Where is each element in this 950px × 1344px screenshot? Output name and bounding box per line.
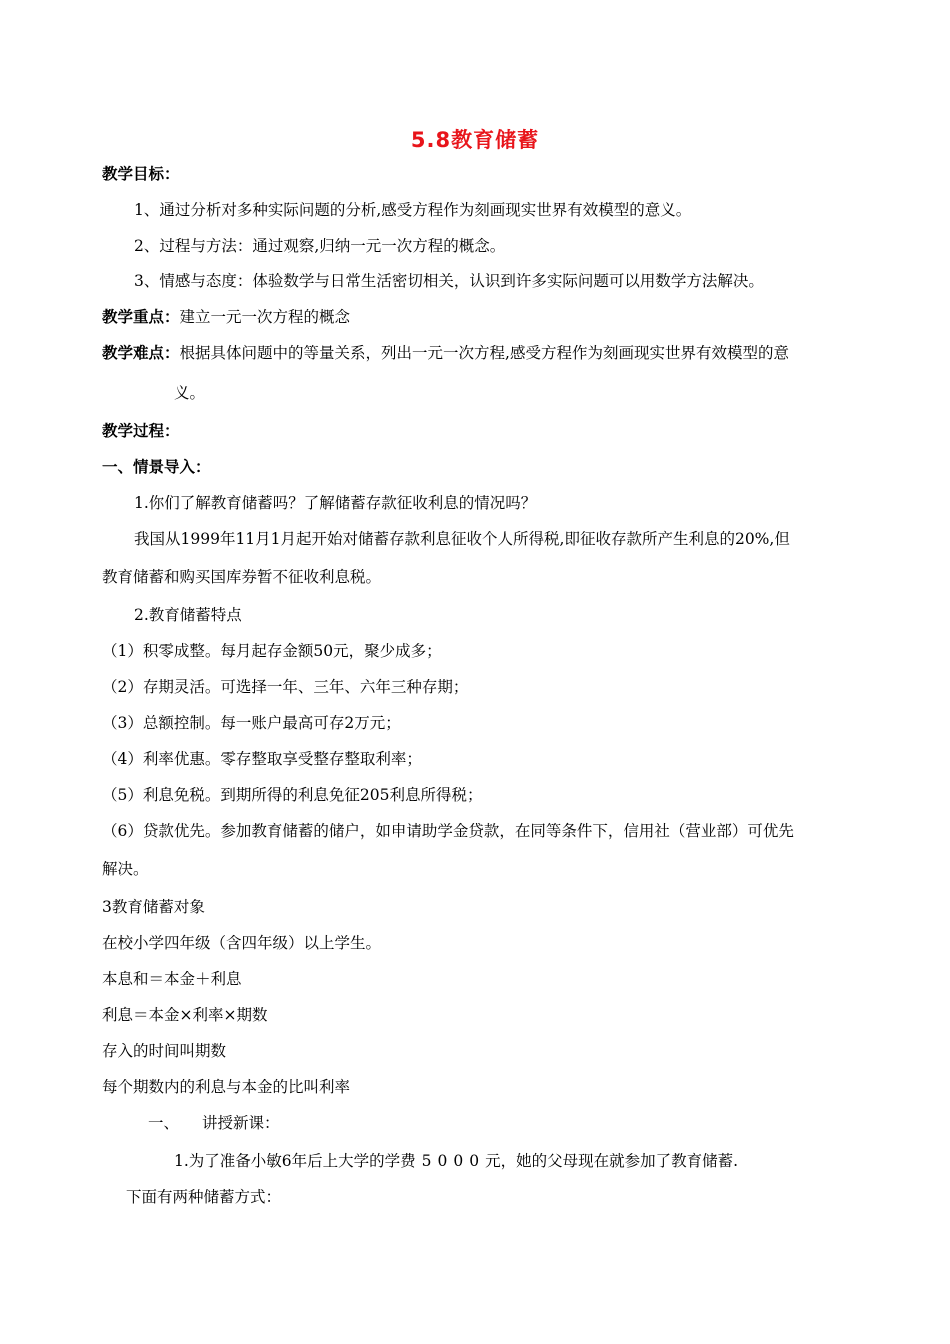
- feature-item-6-cont: 解决。: [102, 860, 149, 878]
- feature-item-4: （4）利率优惠。零存整取享受整存整取利率；: [102, 750, 422, 768]
- definition-rate: 每个期数内的利息与本金的比叫利率: [102, 1078, 351, 1096]
- objective-item-1: 1、通过分析对多种实际问题的分析,感受方程作为刻画现实世界有效模型的意义。: [134, 201, 692, 219]
- difficulty: [102, 342, 789, 364]
- definition-period: 存入的时间叫期数: [102, 1042, 227, 1060]
- feature-item-2: （2）存期灵活。可选择一年、三年、六年三种存期；: [102, 678, 469, 696]
- process-label: 教学过程：: [102, 422, 180, 440]
- target-title: 3教育储蓄对象: [102, 898, 205, 916]
- section2-number: 一、: [148, 1114, 180, 1132]
- methods-intro: 下面有两种储蓄方式：: [126, 1188, 282, 1206]
- formula-interest: 利息＝本金×利率×期数: [102, 1006, 268, 1024]
- problem-1-amount: 5000: [421, 1152, 486, 1170]
- feature-item-5: （5）利息免税。到期所得的利息免征205利息所得税；: [102, 786, 483, 804]
- target-text: 在校小学四年级（含四年级）以上学生。: [102, 934, 382, 952]
- features-title: 2.教育储蓄特点: [134, 606, 242, 624]
- difficulty-text: 根据具体问题中的等量关系，列出一元一次方程,感受方程作为刻画现实世界有效模型的意: [179, 344, 789, 362]
- feature-item-6: （6）贷款优先。参加教育储蓄的储户，如申请助学金贷款，在同等条件下，信用社（营业部）可优先: [102, 822, 794, 840]
- question-1: 1.你们了解教育储蓄吗？了解储蓄存款征收利息的情况吗？: [134, 494, 537, 512]
- section1-heading: 一、情景导入：: [102, 458, 211, 476]
- section2-heading: 讲授新课：: [202, 1114, 280, 1132]
- key-point: [102, 306, 350, 328]
- difficulty-label: 教学难点：: [102, 344, 180, 362]
- feature-item-3: （3）总额控制。每一账户最高可存2万元；: [102, 714, 401, 732]
- difficulty-text-cont: 义。: [174, 384, 206, 402]
- objective-item-3: 3、情感与态度：体验数学与日常生活密切相关，认识到许多实际问题可以用数学方法解决。: [134, 272, 764, 290]
- page-title: 5.8教育储蓄: [410, 128, 540, 152]
- tax-paragraph-cont: 教育储蓄和购买国库券暂不征收利息税。: [102, 568, 382, 586]
- problem-1-post: 元，她的父母现在就参加了教育储蓄.: [485, 1152, 739, 1170]
- feature-item-1: （1）积零成整。每月起存金额50元，聚少成多；: [102, 642, 442, 660]
- objectives-label: 教学目标：: [102, 165, 180, 183]
- key-point-text: 建立一元一次方程的概念: [179, 308, 351, 326]
- problem-1-pre: 1.为了准备小敏6年后上大学的学费: [174, 1152, 416, 1170]
- key-point-label: 教学重点：: [102, 308, 180, 326]
- formula-principal-interest: 本息和＝本金＋利息: [102, 970, 242, 988]
- problem-1: [174, 1150, 738, 1172]
- objective-item-2: 2、过程与方法：通过观察,归纳一元一次方程的概念。: [134, 237, 506, 255]
- tax-paragraph: 我国从1999年11月1月起开始对储蓄存款利息征收个人所得税,即征收存款所产生利息的20%,但: [134, 530, 790, 548]
